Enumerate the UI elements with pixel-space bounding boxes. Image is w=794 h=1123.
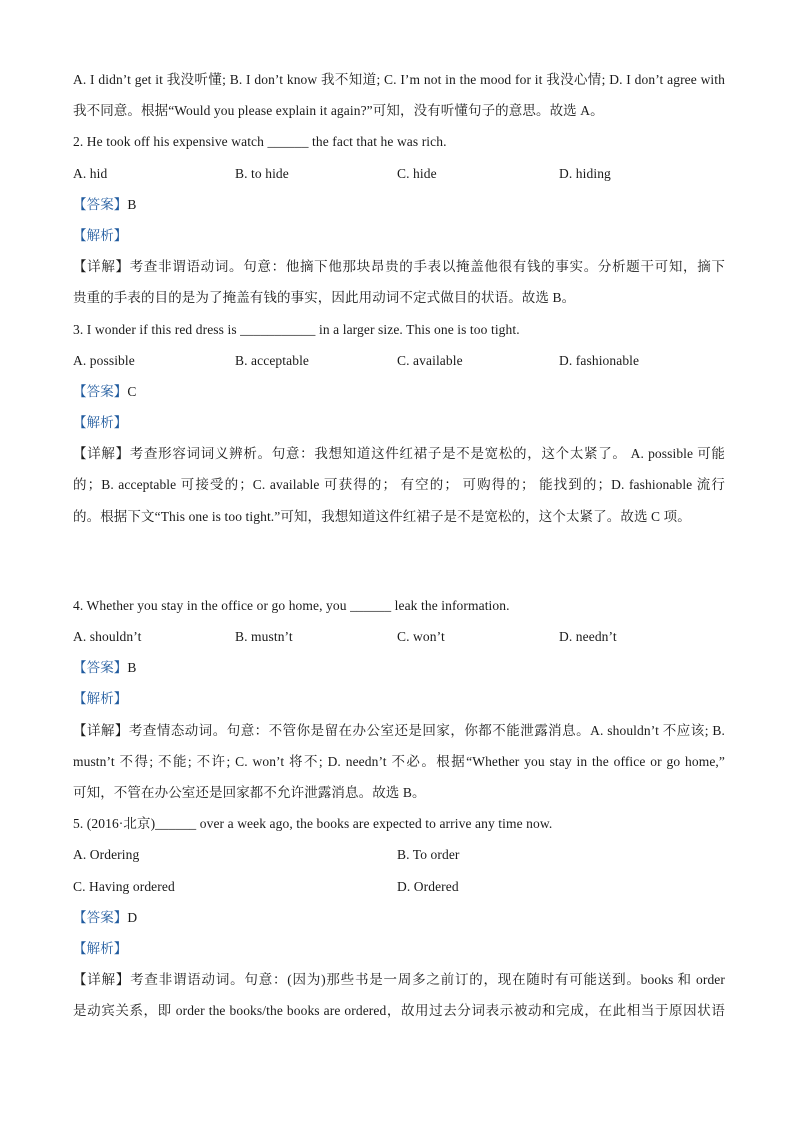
answer-tag: 【答案】 [73, 196, 128, 212]
q5-options-row2 [73, 871, 725, 902]
q2-option-b: B. to hide [235, 165, 289, 181]
detail-text: 考查形容词词义辨析。句意：我想知道这件红裙子是不是宽松的，这个太紧了。 A. possible 可能 [129, 446, 725, 462]
detail-tag: 【详解】 [73, 446, 130, 462]
q3-detail-line [73, 438, 725, 469]
q3-detail-line: 的。根据下文“This one is too tight.”可知，我想知道这件红裙子是不是宽松的，这个太紧了。故选 C 项。 [73, 508, 691, 524]
q4-stem: 4. Whether you stay in the office or go home, you ______ leak the information. [73, 597, 510, 613]
q4-detail-line: mustn’t 不得; 不能; 不许; C. won’t 将不; D. needn’t 不必。根据“Whether you stay in the office or go home,” [73, 753, 725, 769]
q1-analysis-line: A. I didn’t get it 我没听懂; B. I don’t know 我不知道; C. I’m not in the mood for it 我没心情; D. I don’t agree with [73, 72, 725, 87]
q4-options [73, 621, 725, 652]
q3-option-c: C. available [397, 352, 463, 368]
q5-option-a: A. Ordering [73, 847, 140, 863]
q2-answer [73, 189, 725, 220]
q5-options-row1 [73, 839, 725, 870]
q3-analysis-tag: 【解析】 [73, 415, 128, 431]
q4-option-a: A. shouldn’t [73, 629, 142, 644]
detail-text: 考查情态动词。句意：不管你是留在办公室还是回家，你都不能泄露消息。A. shouldn’t 不应该; B. [128, 722, 725, 738]
q2-detail-line [73, 251, 725, 282]
detail-tag: 【详解】 [73, 722, 129, 738]
q5-detail-line: 是动宾关系，即 order the books/the books are ordered，故用过去分词表示被动和完成，在此相当于原因状语 [73, 1003, 725, 1019]
q3-option-a: A. possible [73, 352, 135, 368]
q5-stem: 5. (2016·北京)______ over a week ago, the books are expected to arrive any time now. [73, 816, 553, 832]
q4-answer [73, 652, 725, 683]
answer-value: C [127, 383, 137, 399]
q3-options [73, 345, 725, 376]
q1-analysis-line: 我不同意。根据“Would you please explain it again?”可知，没有听懂句子的意思。故选 A。 [73, 103, 604, 119]
q4-detail-line: 可知，不管在办公室还是回家都不允许泄露消息。故选 B。 [73, 784, 426, 800]
q4-analysis-tag: 【解析】 [73, 691, 128, 707]
detail-tag: 【详解】 [73, 259, 130, 275]
q3-option-d: D. fashionable [559, 352, 640, 368]
answer-tag: 【答案】 [73, 660, 128, 676]
q2-options [73, 158, 725, 189]
q3-option-b: B. acceptable [235, 352, 310, 368]
q2-option-a: A. hid [73, 165, 108, 181]
q3-stem: 3. I wonder if this red dress is ___________ in a larger size. This one is too tight. [73, 321, 520, 337]
section-spacer [73, 532, 725, 590]
answer-value: B [127, 196, 137, 212]
q4-option-b: B. mustn’t [235, 629, 293, 644]
answer-tag: 【答案】 [73, 909, 128, 925]
q5-answer [73, 902, 725, 933]
detail-tag: 【详解】 [73, 972, 131, 988]
q5-option-c: C. Having ordered [73, 878, 175, 894]
q5-detail-line [73, 964, 725, 995]
q3-answer [73, 376, 725, 407]
q2-detail-line: 贵重的手表的目的是为了掩盖有钱的事实，因此用动词不定式做目的状语。故选 B。 [73, 290, 576, 306]
q5-option-d: D. Ordered [397, 878, 459, 894]
q4-option-c: C. won’t [397, 629, 445, 644]
detail-text: 考查非谓语动词。句意：他摘下他那块昂贵的手表以掩盖他很有钱的事实。分析题干可知，摘下 [129, 259, 725, 275]
document-page [73, 64, 725, 1026]
q4-option-d: D. needn’t [559, 629, 617, 644]
answer-tag: 【答案】 [73, 383, 128, 399]
q2-analysis-tag: 【解析】 [73, 227, 128, 243]
q5-analysis-tag: 【解析】 [73, 940, 128, 956]
q2-option-d: D. hiding [559, 165, 611, 181]
detail-text: 考查非谓语动词。句意：(因为)那些书是一周多之前订的，现在随时有可能送到。books 和 order [130, 972, 725, 988]
q4-detail-line [73, 715, 725, 746]
q2-option-c: C. hide [397, 165, 437, 181]
q5-option-b: B. To order [397, 847, 460, 863]
q2-stem: 2. He took off his expensive watch ______ the fact that he was rich. [73, 134, 447, 150]
q3-detail-line: 的；B. acceptable 可接受的；C. available 可获得的； 有空的； 可购得的； 能找到的；D. fashionable 流行 [73, 477, 725, 493]
answer-value: B [127, 660, 137, 676]
answer-value: D [127, 909, 138, 925]
